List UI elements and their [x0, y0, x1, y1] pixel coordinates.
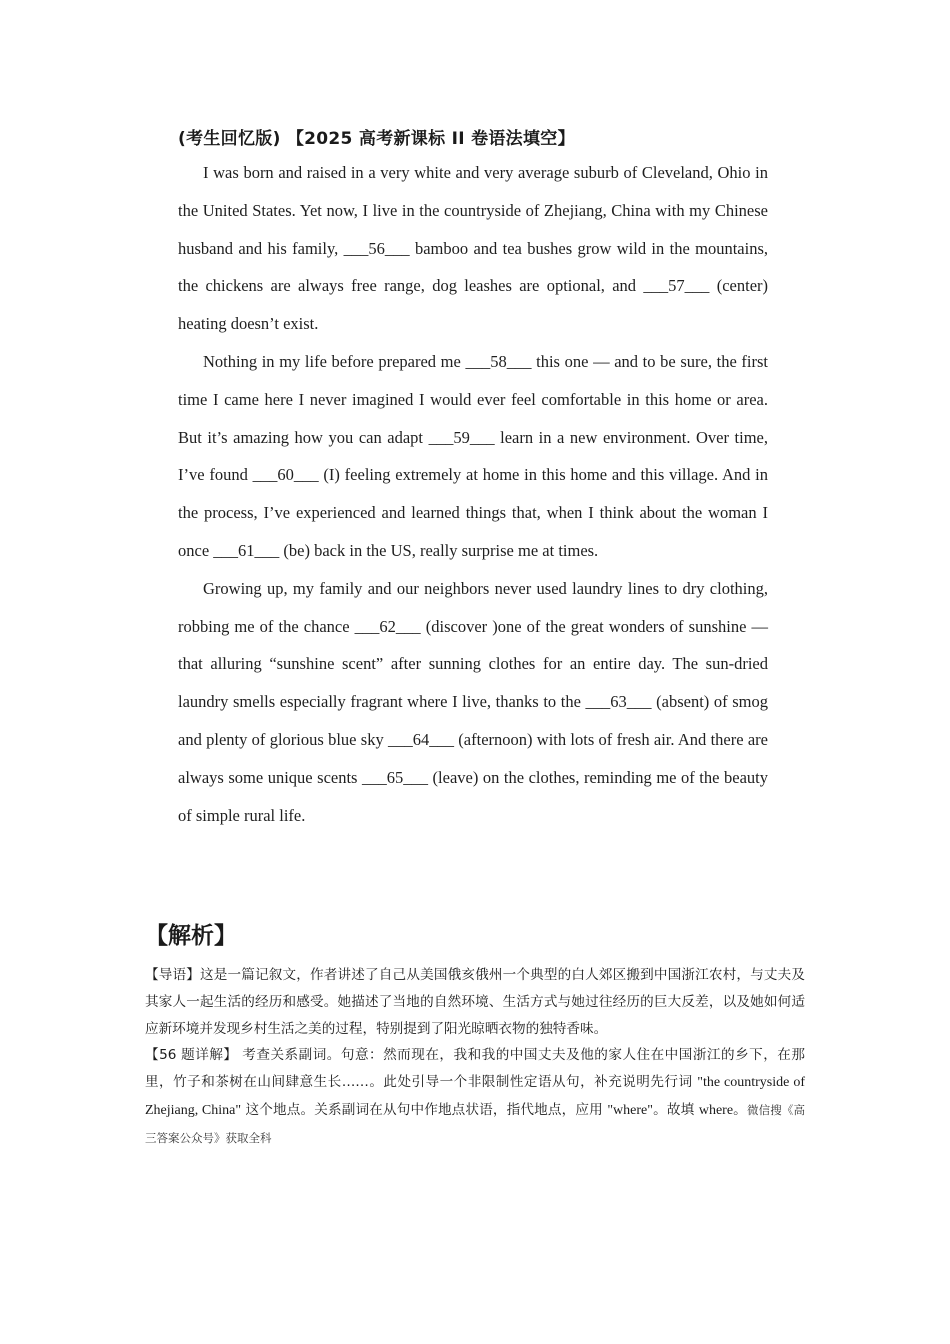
q56-text: 考查关系副词。句意：然而现在，我和我的中国丈夫及他的家人住在中国浙江的乡下，在那里，竹子和茶树在山间肆意生长……。此处引导一个非限制性定语从句，补充说明先行词 [145, 1047, 805, 1091]
blank-63: ___63___ [585, 692, 652, 712]
passage-text: (I) feeling extremely at home in this home and this village. And in the process, I’ve experienced and learned things that, when I think about the woman I once [178, 465, 768, 560]
passage-text: (absent) of smog and plenty of glorious blue sky [178, 692, 768, 749]
q56-where: "where" [607, 1102, 653, 1118]
passage-text: (discover )one of the great wonders of sunshine — that alluring “sunshine scent” after sunning clothes for an entire day. The sun-dried laundry smells especially fragrant where I live, thanks to the [178, 616, 768, 712]
q56-label: 【56 题详解】 [145, 1047, 238, 1064]
passage-text: this one — and to be sure, the first time I came here I never imagined I would ever feel comfortable in this home or area. But it’s amazing how you can adapt [178, 351, 768, 447]
passage [178, 154, 768, 834]
blank-57: ___57___ [643, 276, 710, 296]
analysis-heading: 【解析】 [145, 923, 237, 949]
passage-text: (center) heating doesn’t exist. [178, 276, 769, 334]
blank-56: ___56___ [343, 238, 410, 258]
q56-text: 这个地点。关系副词在从句中作地点状语，指代地点，应用 [241, 1101, 608, 1118]
watermark-text: 微信搜《高三答案公众号》获取全科 [145, 1102, 806, 1145]
q56-paragraph [145, 1042, 805, 1151]
q56-text: 。故填 [652, 1101, 699, 1118]
passage-paragraph-3 [178, 570, 768, 835]
passage-paragraph-1 [178, 154, 768, 343]
passage-text: (afternoon) with lots of fresh air. And there are always some unique scents [178, 729, 768, 787]
blank-58: ___58___ [465, 351, 532, 371]
q56-antecedent: "the countryside of Zhejiang, China" [145, 1075, 805, 1118]
passage-text: Nothing in my life before prepared me [203, 351, 466, 371]
q56-answer: where [698, 1102, 734, 1118]
blank-60: ___60___ [252, 465, 319, 485]
passage-text: Growing up, my family and our neighbors never used laundry lines to dry clothing, robbing me of the chance [178, 578, 768, 636]
passage-text: (be) back in the US, really surprise me at times. [279, 540, 599, 560]
intro-label: 【导语】 [145, 967, 201, 983]
passage-text: bamboo and tea bushes grow wild in the mountains, the chickens are always free range, dog leashes are optional, and [178, 238, 768, 296]
blank-61: ___61___ [213, 540, 280, 560]
passage-text: learn in a new environment. Over time, I’ve found [178, 427, 768, 485]
passage-paragraph-2 [178, 343, 768, 570]
intro-text: 这是一篇记叙文，作者讲述了自己从美国俄亥俄州一个典型的白人郊区搬到中国浙江农村，与丈夫及其家人一起生活的经历和感受。她描述了当地的自然环境、生活方式与她过往经历的巨大反差，以及她如何适应新环境并发现乡村生活之美的过程，特别提到了阳光晾晒衣物的独特香味。 [145, 967, 805, 1037]
intro-paragraph [145, 962, 805, 1042]
blank-64: ___64___ [388, 729, 454, 749]
blank-62: ___62___ [354, 616, 421, 636]
blank-65: ___65___ [362, 767, 429, 787]
page-title: (考生回忆版) 【2025 高考新课标 II 卷语法填空】 [178, 129, 575, 149]
passage-text: I was born and raised in a very white and very average suburb of Cleveland, Ohio in the United States. Yet now, I live in the countryside of Zhejiang, China with my Chinese husband and his family, [178, 163, 768, 258]
q56-text: 。 [733, 1101, 747, 1118]
passage-text: (leave) on the clothes, reminding me of the beauty of simple rural life. [178, 767, 768, 825]
blank-59: ___59___ [428, 427, 495, 447]
analysis-section [145, 962, 805, 1152]
